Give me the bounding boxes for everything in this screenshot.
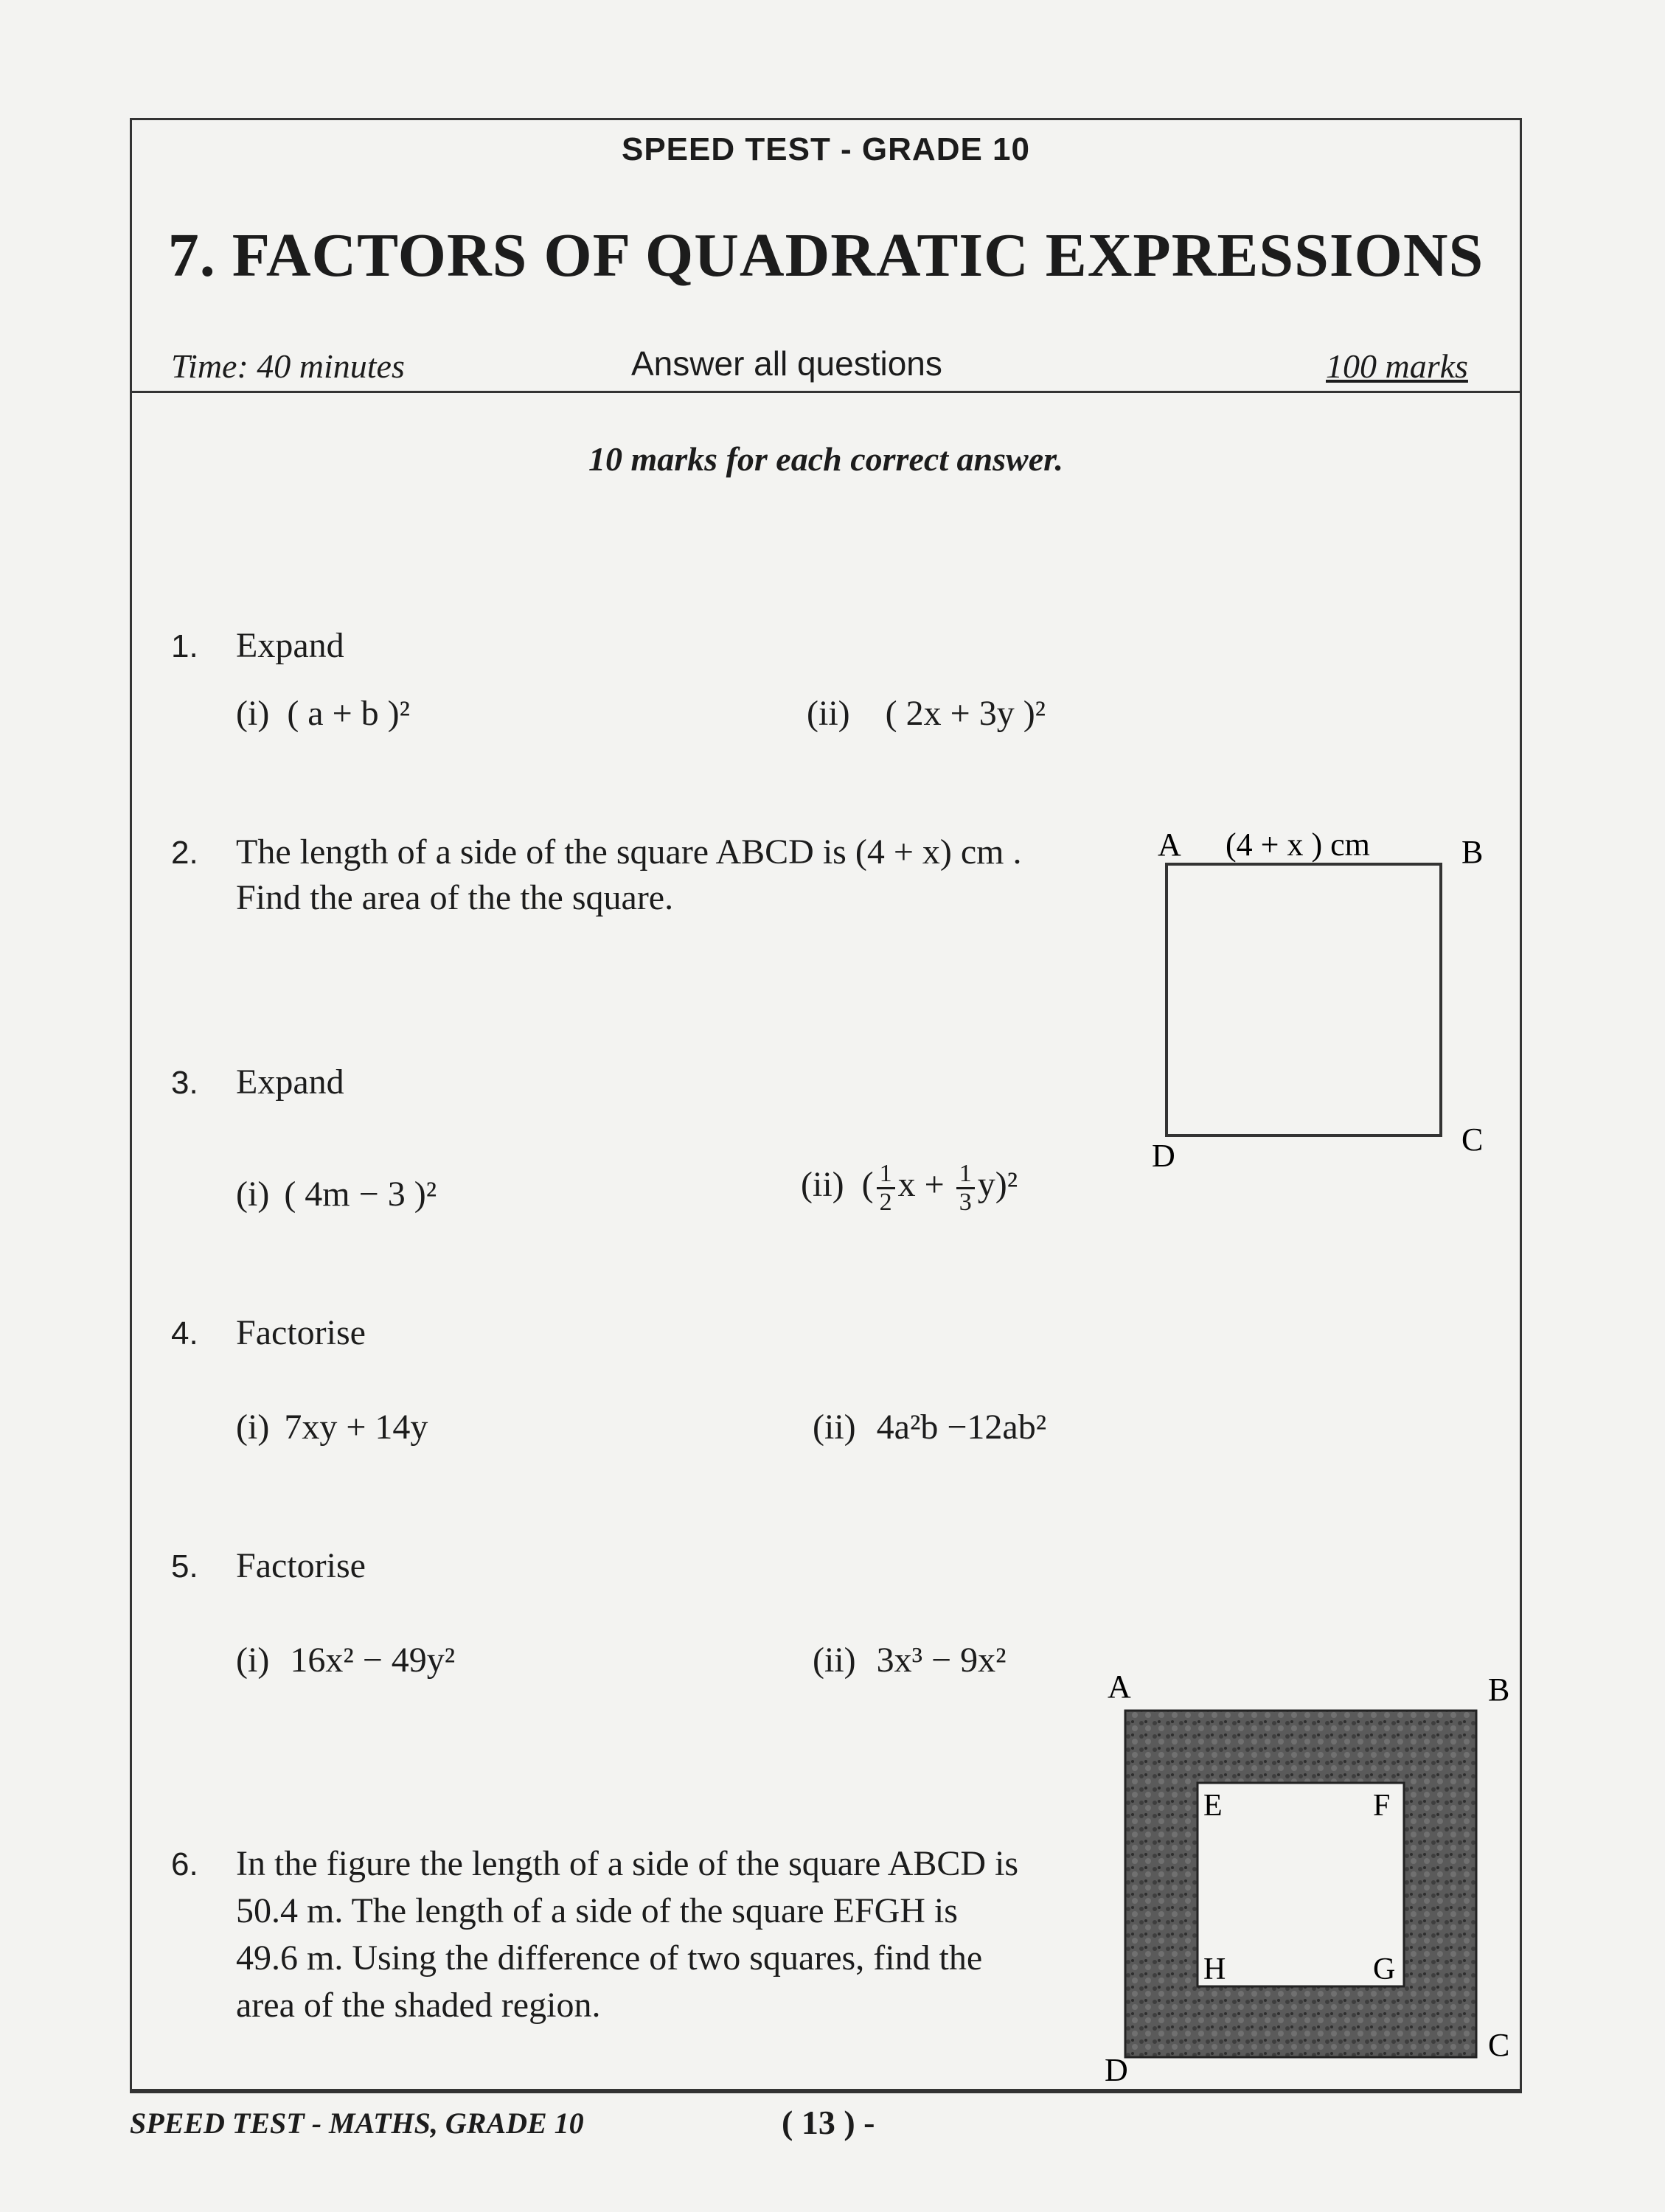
label-d: D [1105, 2052, 1128, 2087]
q1-part-i-label: (i) [236, 694, 270, 733]
q3-number: 3. [171, 1065, 198, 1101]
label-f: F [1373, 1789, 1391, 1823]
q4-part-ii-expr: 4a²b −12ab² [876, 1408, 1047, 1447]
square-abcd-diagram [1136, 826, 1519, 1180]
fraction-numerator: 1 [956, 1161, 975, 1189]
q3-part-ii-open: ( [861, 1165, 874, 1205]
label-b: B [1461, 834, 1484, 870]
fraction-one-third [956, 1161, 975, 1215]
q4-part-ii-label: (ii) [813, 1408, 856, 1447]
fraction-one-half [877, 1161, 895, 1215]
marks-note: 10 marks for each correct answer. [588, 440, 1063, 478]
q1-number: 1. [171, 628, 198, 664]
footer-series-title: SPEED TEST - MATHS, GRADE 10 [130, 2107, 584, 2140]
q3-part-ii-tail: y)² [977, 1165, 1018, 1205]
q5-part-i-label: (i) [236, 1641, 270, 1680]
q5-part-i [236, 1640, 455, 1680]
instruction: Answer all questions [631, 344, 942, 383]
q3-prompt: Expand [236, 1062, 344, 1102]
q5-part-ii [813, 1640, 1007, 1680]
q4-number: 4. [171, 1315, 198, 1352]
label-a: A [1108, 1669, 1131, 1705]
q1-part-ii-label: (ii) [807, 694, 850, 733]
fraction-denominator: 3 [959, 1188, 972, 1216]
shaded-squares-diagram [1099, 1666, 1512, 2087]
footer-divider [130, 2091, 1522, 2093]
q2-line-1: The length of a side of the square ABCD is (4 + x) cm . [236, 832, 1022, 872]
q1-part-i [236, 693, 410, 734]
q3-part-i-expr: ( 4m − 3 )² [284, 1175, 437, 1214]
q5-prompt: Factorise [236, 1546, 366, 1585]
q3-part-ii-mid: x + [897, 1165, 945, 1205]
time-allowed: Time: 40 minutes [171, 347, 405, 385]
q6-line-3: 49.6 m. Using the difference of two squares, find the [236, 1938, 983, 1978]
q3-part-ii [801, 1161, 1018, 1215]
page-number: ( 13 ) - [782, 2104, 875, 2141]
q5-number: 5. [171, 1548, 198, 1585]
q4-part-ii [813, 1407, 1046, 1447]
test-label: SPEED TEST - GRADE 10 [621, 131, 1030, 167]
q6-line-1: In the figure the length of a side of the square ABCD is [236, 1844, 1019, 1883]
q4-part-i-label: (i) [236, 1408, 270, 1447]
label-a: A [1158, 827, 1181, 863]
chapter-title: 7. FACTORS OF QUADRATIC EXPRESSIONS [167, 221, 1484, 290]
header-divider [130, 391, 1522, 393]
total-marks: 100 marks [1326, 347, 1468, 385]
q3-part-ii-label: (ii) [801, 1165, 844, 1205]
square-abcd [1167, 864, 1441, 1135]
dimension-label: (4 + x ) cm [1226, 827, 1370, 863]
q2-line-2: Find the area of the the square. [236, 878, 674, 917]
q2-number: 2. [171, 835, 198, 871]
q6-line-4: area of the shaded region. [236, 1986, 601, 2025]
label-e: E [1203, 1789, 1223, 1823]
q3-part-i-label: (i) [236, 1175, 270, 1214]
q1-part-ii [807, 693, 1046, 734]
q5-part-i-expr: 16x² − 49y² [290, 1641, 456, 1680]
label-d: D [1152, 1138, 1175, 1174]
label-g: G [1373, 1952, 1396, 1986]
fraction-denominator: 2 [879, 1188, 892, 1216]
q1-prompt: Expand [236, 626, 344, 665]
q6-line-2: 50.4 m. The length of a side of the square EFGH is [236, 1891, 958, 1930]
label-b: B [1488, 1672, 1510, 1708]
q4-part-i [236, 1407, 428, 1447]
q1-part-ii-expr: ( 2x + 3y )² [885, 694, 1046, 733]
label-h: H [1203, 1952, 1226, 1986]
fraction-numerator: 1 [877, 1161, 895, 1189]
q1-part-i-expr: ( a + b )² [287, 694, 411, 733]
q5-part-ii-label: (ii) [813, 1641, 856, 1680]
q4-part-i-expr: 7xy + 14y [284, 1408, 428, 1447]
q6-number: 6. [171, 1846, 198, 1882]
q3-part-i [236, 1174, 437, 1214]
label-c: C [1488, 2027, 1510, 2063]
q4-prompt: Factorise [236, 1313, 366, 1352]
q5-part-ii-expr: 3x³ − 9x² [876, 1641, 1007, 1680]
label-c: C [1461, 1121, 1484, 1158]
